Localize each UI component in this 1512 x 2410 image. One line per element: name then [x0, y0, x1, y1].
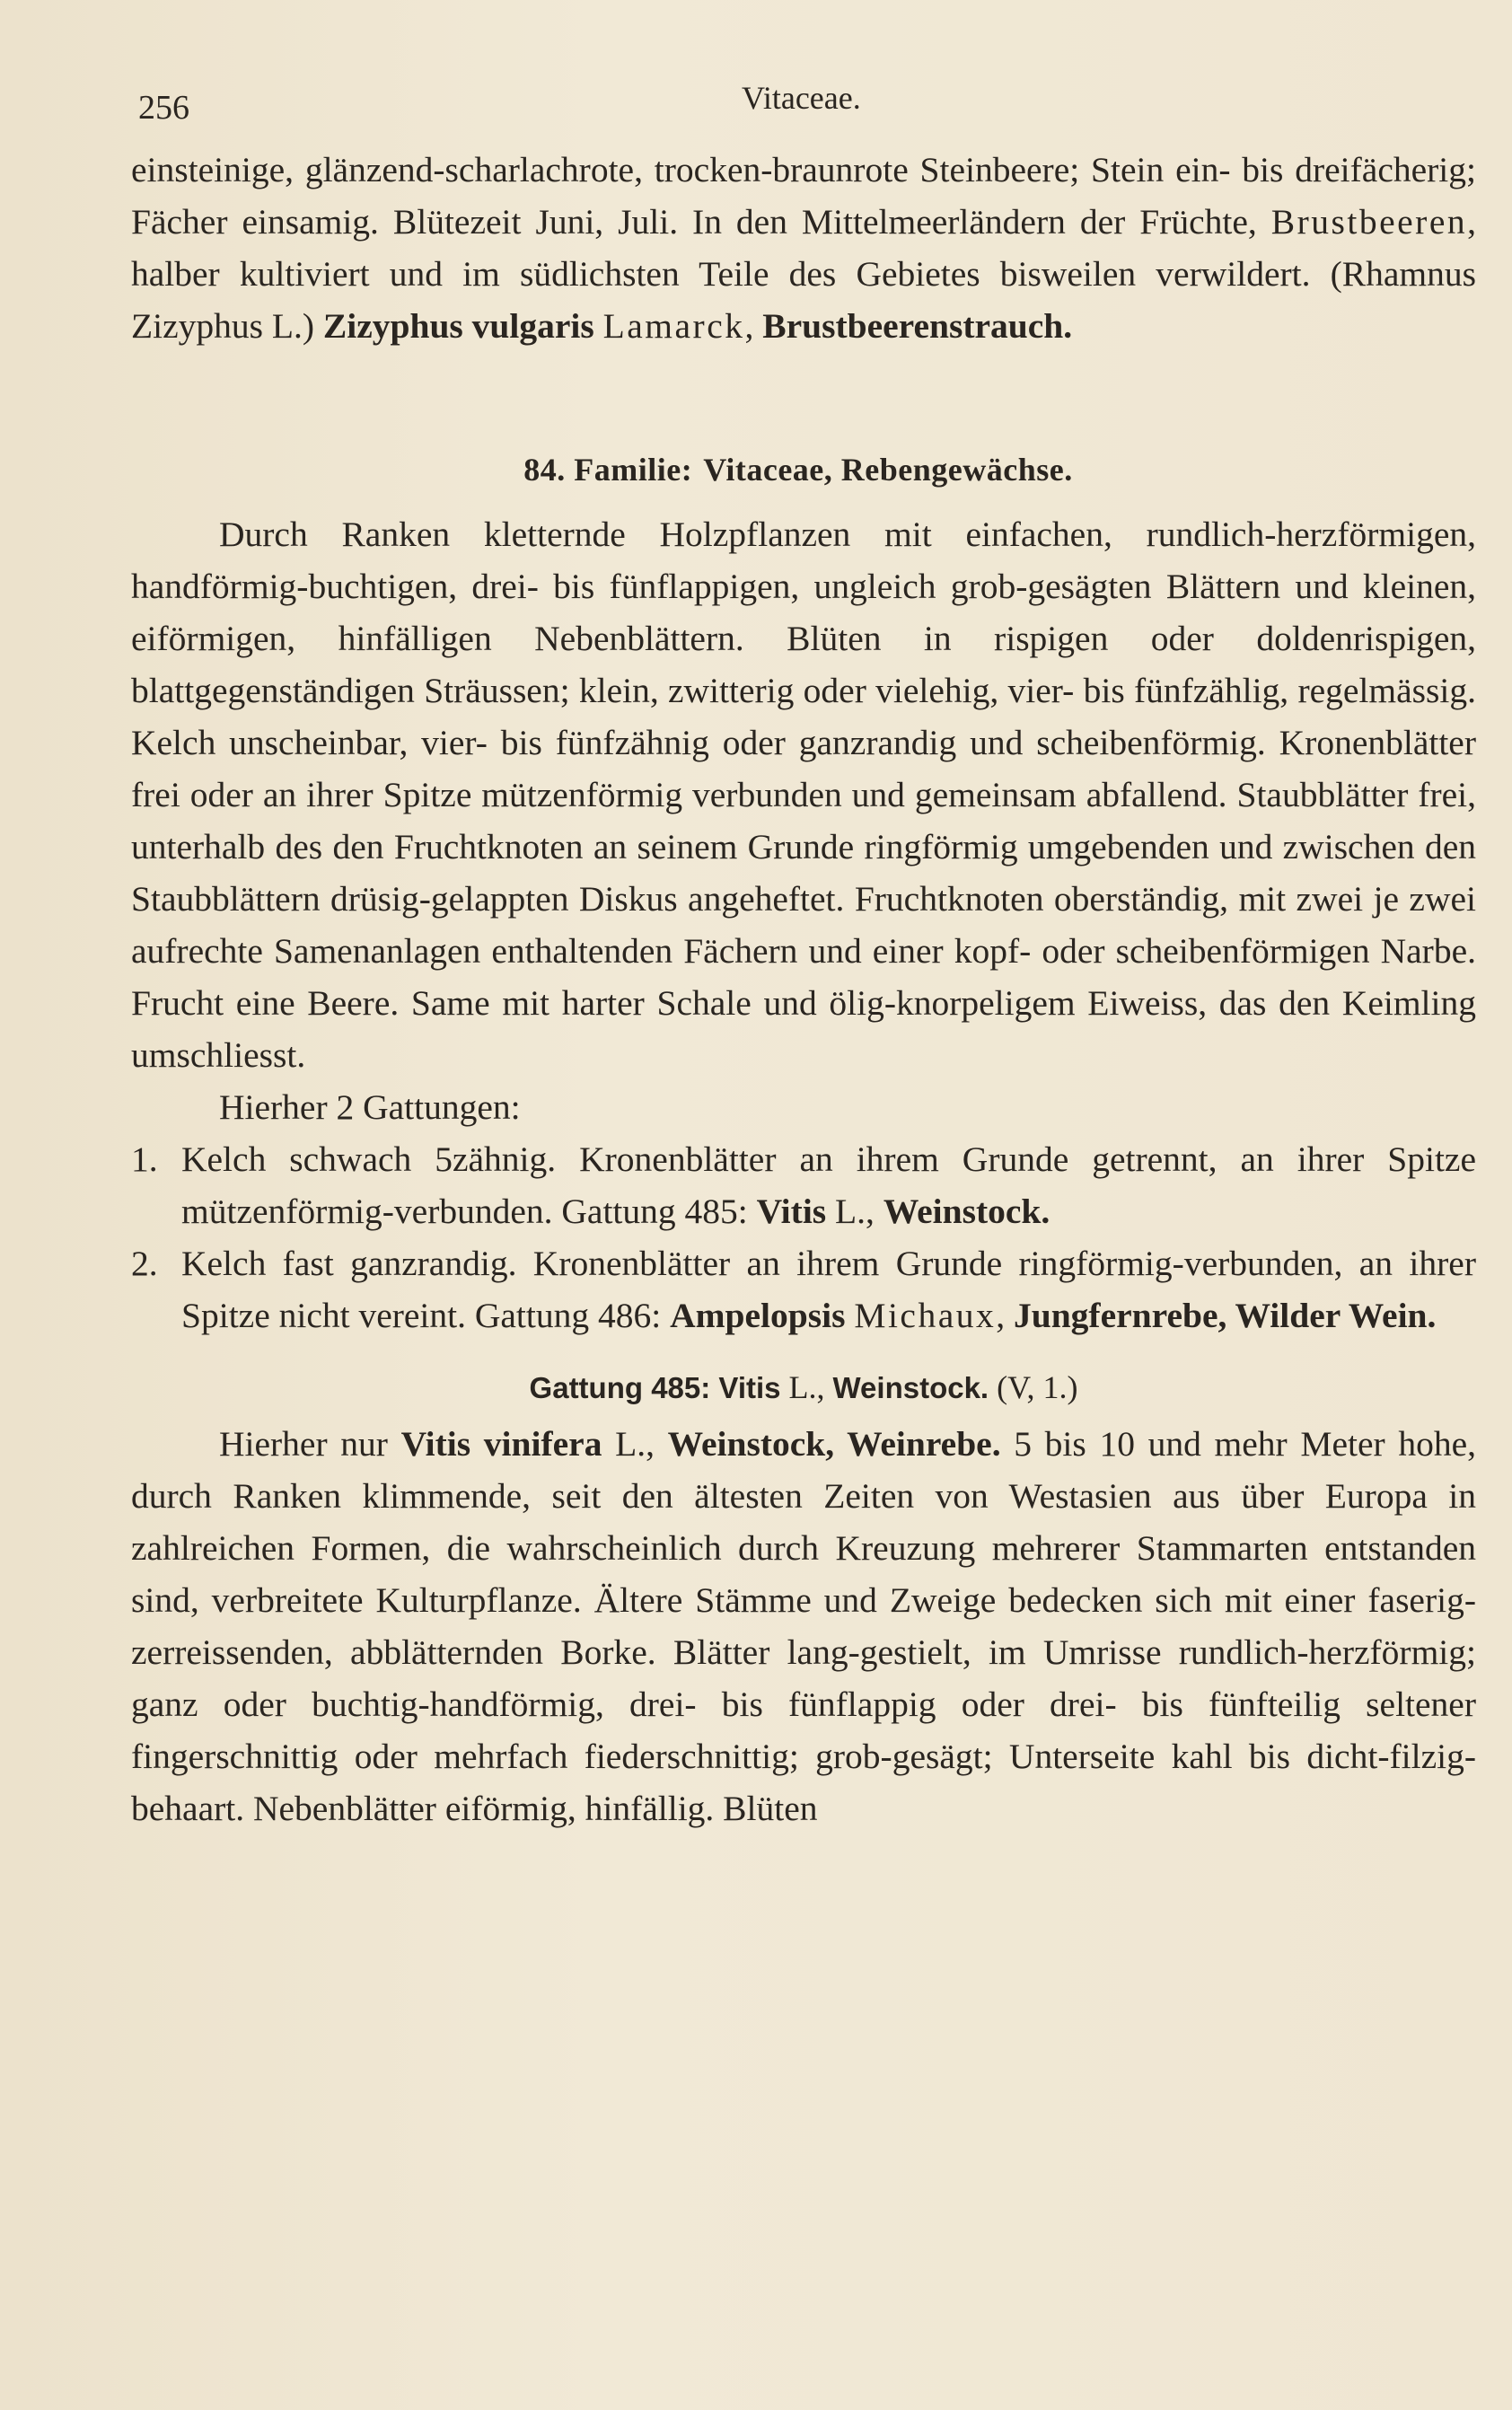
key-text [845, 1296, 854, 1335]
key-text: Kelch fast ganzrandig. Kronenblätter an ihrem Grunde ringförmig-verbunden, an ihrer Spitze nicht vereint. Gattung 486: [181, 1244, 1476, 1335]
genus-name: Ampelopsis [670, 1296, 846, 1335]
species-name: Zizyphus vulgaris [322, 306, 594, 346]
intro-text: , halber kultiviert und im südlichsten Teile des Gebietes bisweilen verwildert. (Rhamnus Zizyphus L.) [131, 202, 1476, 346]
genus-paragraph [131, 1418, 1476, 1834]
family-name: Vitaceae, Rebengewächse. [703, 452, 1073, 488]
running-head [131, 72, 1476, 144]
key-text: , [996, 1296, 1014, 1335]
intro-paragraph [131, 144, 1476, 352]
genus-name: Vitis [756, 1192, 827, 1231]
author-name: Lamarck [602, 306, 745, 346]
family-heading [131, 447, 1476, 492]
family-description: Durch Ranken kletternde Holzpflanzen mit einfachen, rundlich-herzförmigen, handförmig-buchtigen, drei- bis fünflappigen, ungleich grob-gesägten Blättern und kleinen, eiförmigen, hinfälligen Nebenblättern. Blüten in rispigen oder doldenrispigen, blattgegenständigen Sträussen; klein, zwitterig oder vielehig, vier- bis fünfzählig, regelmässig. Kelch unscheinbar, vier- bis fünfzähnig oder ganzrandig und scheibenförmig. Kronenblätter frei oder an ihrer Spitze mützenförmig verbunden und gemeinsam abfallend. Staubblätter frei, unterhalb des den Fruchtknoten an seinem Grunde ringförmig umgebenden und zwischen den Staubblättern drüsig-gelappten Diskus angeheftet. Fruchtknoten oberständig, mit zwei je zwei aufrechte Samenanlagen enthaltenden Fächern und einer kopf- oder scheibenförmigen Narbe. Frucht eine Beere. Same mit harter Schale und ölig-knorpeligem Eiweiss, das den Keimling umschliesst. [131, 515, 1476, 1075]
key-number: 1. [131, 1139, 158, 1179]
genus-text: L., [602, 1424, 668, 1464]
body-text [131, 144, 1476, 1834]
running-title: Vitaceae. [742, 80, 861, 116]
key-item-1 [131, 1133, 1476, 1237]
spaced-term: Brustbeeren [1270, 202, 1468, 242]
genera-intro: Hierher 2 Gattungen: [219, 1087, 521, 1127]
common-name: Jungfernrebe, Wilder Wein. [1014, 1296, 1437, 1335]
genus-label: Gattung 485: Vitis [529, 1371, 781, 1404]
genus-heading [131, 1363, 1476, 1412]
common-name: Weinstock. [883, 1192, 1050, 1231]
key-text: Kelch schwach 5zähnig. Kronenblätter an ihrem Grunde getrennt, an ihrer Spitze mützenförmig-verbunden. Gattung 485: [181, 1139, 1476, 1231]
common-name: Weinstock, Weinrebe. [667, 1424, 1001, 1464]
author-abbrev: L., [826, 1192, 883, 1231]
genus-text: 5 bis 10 und mehr Meter hohe, durch Ranken klimmende, seit den ältesten Zeiten von Westasien aus über Europa in zahlreichen Formen, die wahrscheinlich durch Kreuzung mehrerer Stammarten entstanden sind, verbreitete Kulturpflanze. Ältere Stämme und Zweige bedecken sich mit einer faserig-zerreissenden, abblätternden Borke. Blätter lang-gestielt, im Umrisse rundlich-herzförmig; ganz oder buchtig-handförmig, drei- bis fünflappig oder drei- bis fünfteilig seltener fingerschnittig oder mehrfach fiederschnittig; grob-gesägt; Unterseite kahl bis dicht-filzig-behaart. Nebenblätter eiförmig, hinfällig. Blüten [131, 1424, 1476, 1828]
linnaean-class: (V, 1.) [989, 1369, 1078, 1405]
intro-text: , [744, 306, 763, 346]
intro-text [594, 306, 603, 346]
page-number: 256 [138, 89, 189, 127]
common-name: Brustbeerenstrauch. [762, 306, 1073, 346]
author-name: Michaux [854, 1296, 997, 1335]
genus-text: Hierher nur [219, 1424, 401, 1464]
family-number: 84. Familie: [523, 452, 693, 488]
genus-common-name: Weinstock. [832, 1371, 989, 1404]
species-name: Vitis vinifera [400, 1424, 602, 1464]
genus-author: L., [780, 1369, 833, 1405]
key-number: 2. [131, 1244, 158, 1283]
intro-text: einsteinige, glänzend-scharlachrote, trocken-braunrote Steinbeere; Stein ein- bis dreifächerig; Fächer einsamig. Blütezeit Juni, Juli. In den Mittelmeerländern der Früchte, [131, 150, 1476, 242]
key-item-2 [131, 1237, 1476, 1341]
